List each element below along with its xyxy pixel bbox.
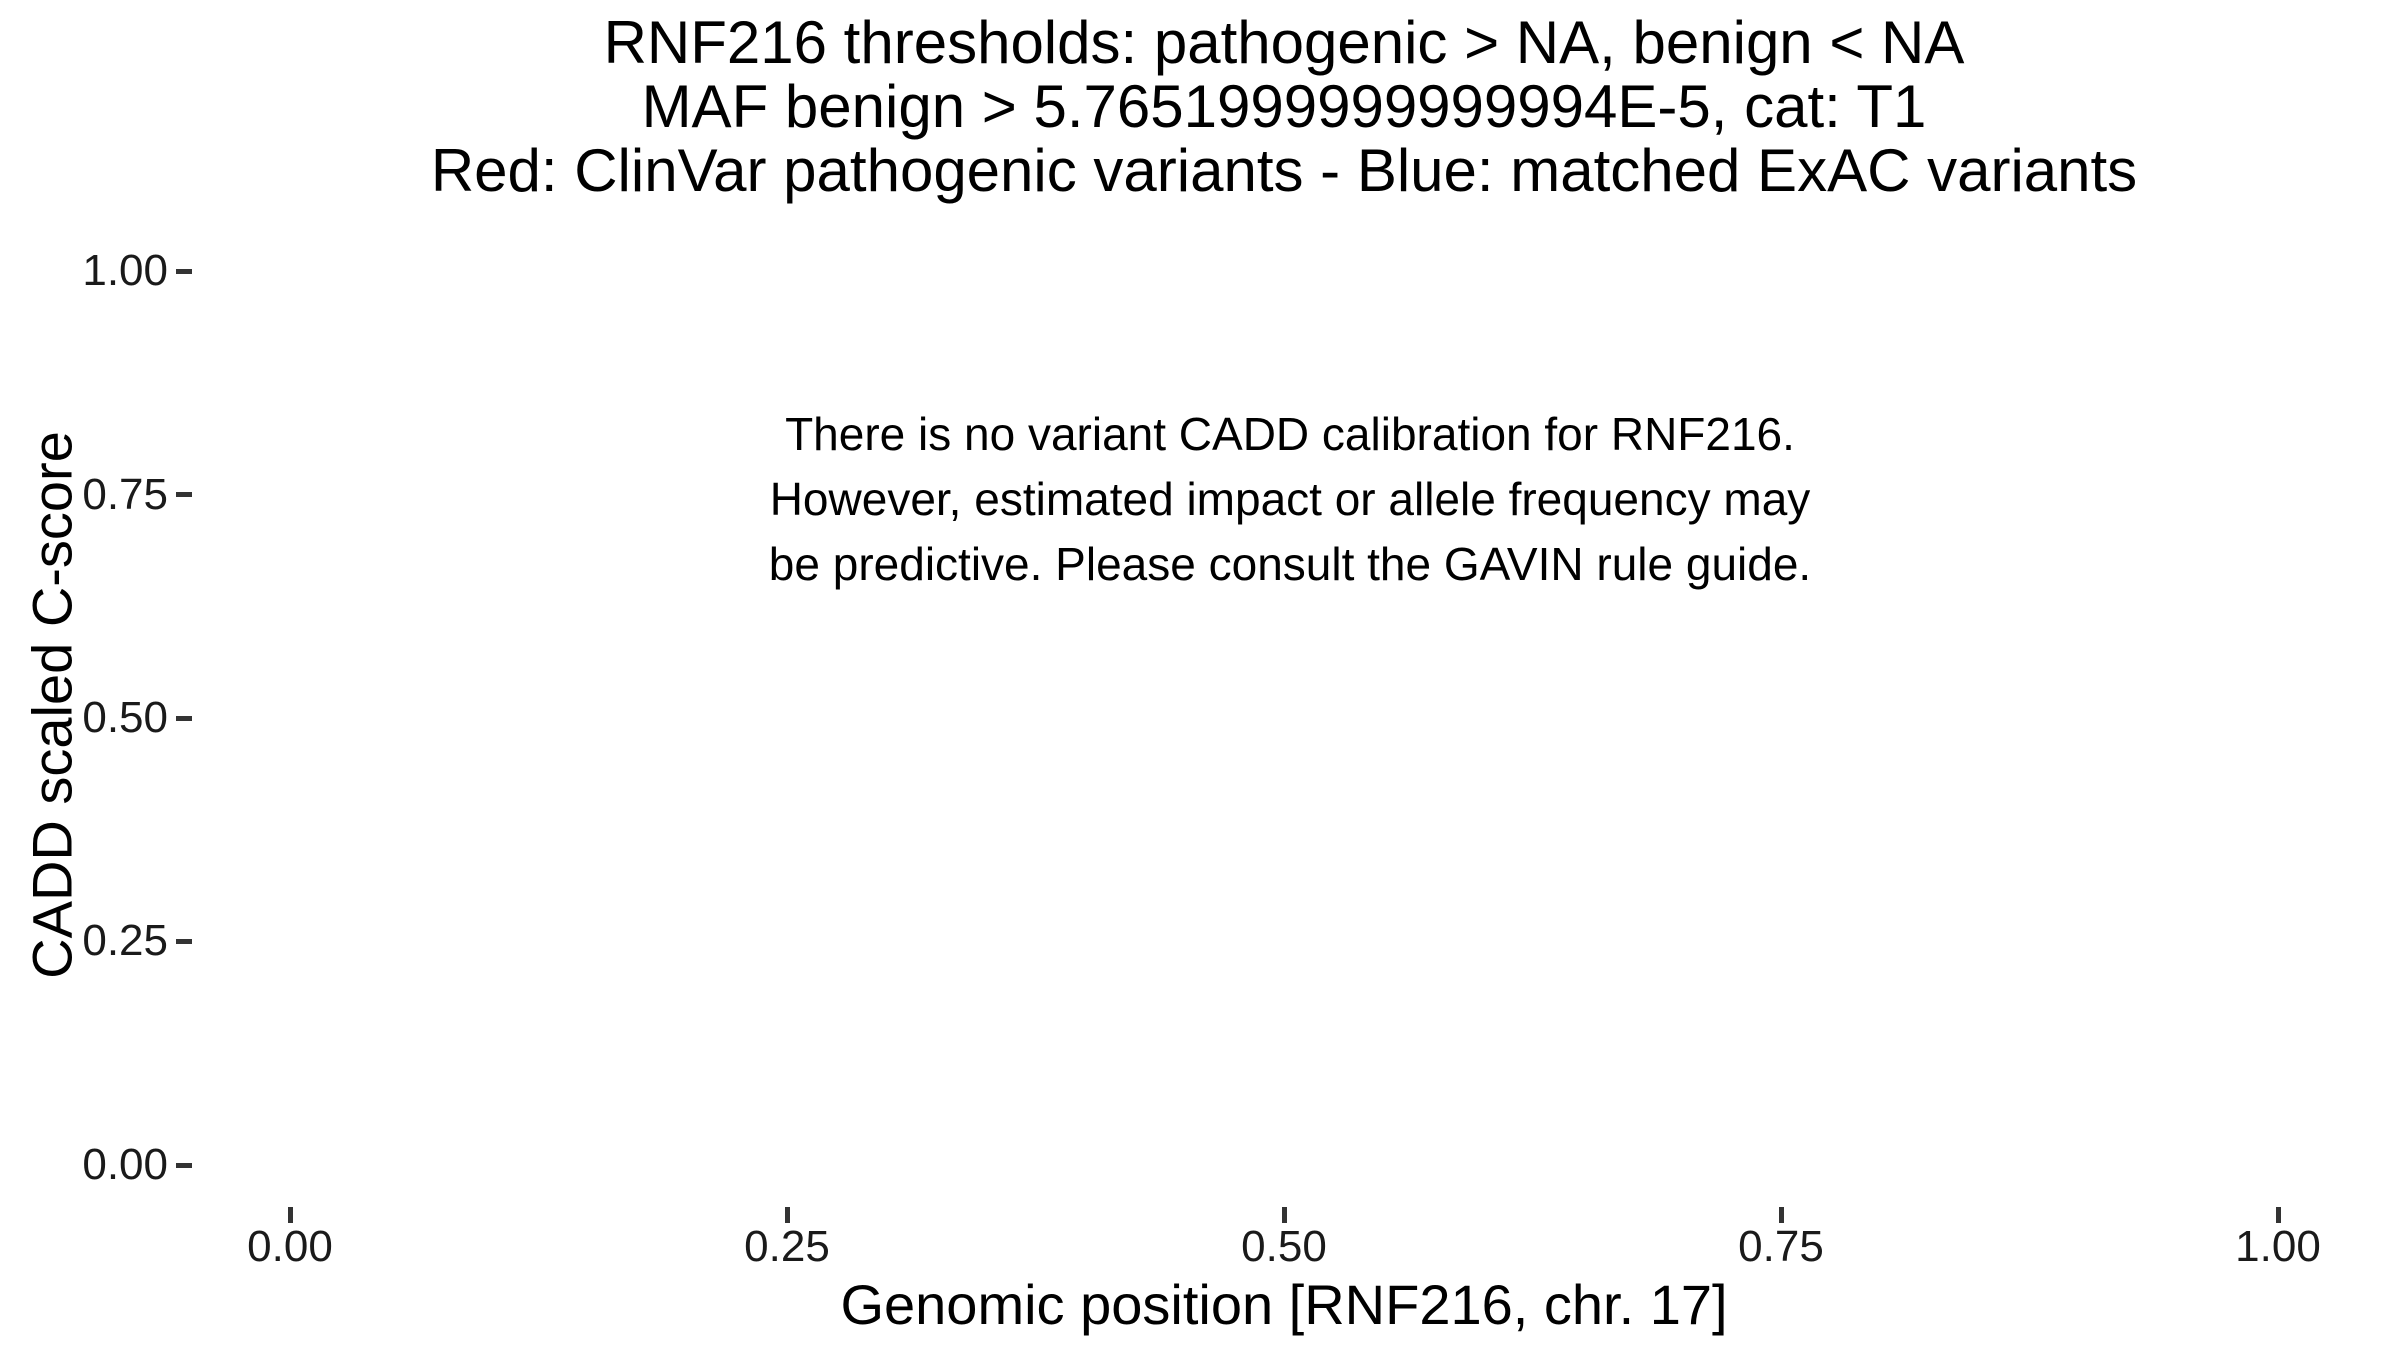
y-tick-label-0.75: 0.75 [82,470,168,519]
x-tick-label-0.00: 0.00 [247,1222,333,1271]
y-tick-mark-0.50 [176,716,192,721]
x-tick-label-0.25: 0.25 [744,1222,830,1271]
x-tick-label-0.50: 0.50 [1241,1222,1327,1271]
y-axis-title: CADD scaled C-score [20,431,84,979]
plot-title-line-thresholds: RNF216 thresholds: pathogenic > NA, benign < NA [603,9,1965,76]
y-tick-label-1.00: 1.00 [82,246,168,295]
y-tick-mark-1.00 [176,269,192,274]
no-calibration-annotation [769,402,1811,597]
y-tick-mark-0.75 [176,492,192,497]
y-tick-label-0.00: 0.00 [82,1140,168,1189]
plot-title [431,11,2137,203]
x-tick-label-1.00: 1.00 [2235,1222,2321,1271]
annotation-line-2: However, estimated impact or allele frequency may [769,473,1811,525]
x-tick-label-0.75: 0.75 [1738,1222,1824,1271]
y-tick-mark-0.00 [176,1163,192,1168]
x-axis-title: Genomic position [RNF216, chr. 17] [840,1273,1728,1336]
y-tick-mark-0.25 [176,939,192,944]
annotation-line-1: There is no variant CADD calibration for RNF216. [785,408,1795,460]
y-tick-label-0.25: 0.25 [82,916,168,965]
plot-title-line-legend: Red: ClinVar pathogenic variants - Blue: matched ExAC variants [430,137,2138,204]
annotation-line-3: be predictive. Please consult the GAVIN rule guide. [768,538,1812,590]
y-tick-label-0.50: 0.50 [82,693,168,742]
plot-title-line-maf: MAF benign > 5.7651999999999994E-5, cat: T1 [641,73,1927,140]
